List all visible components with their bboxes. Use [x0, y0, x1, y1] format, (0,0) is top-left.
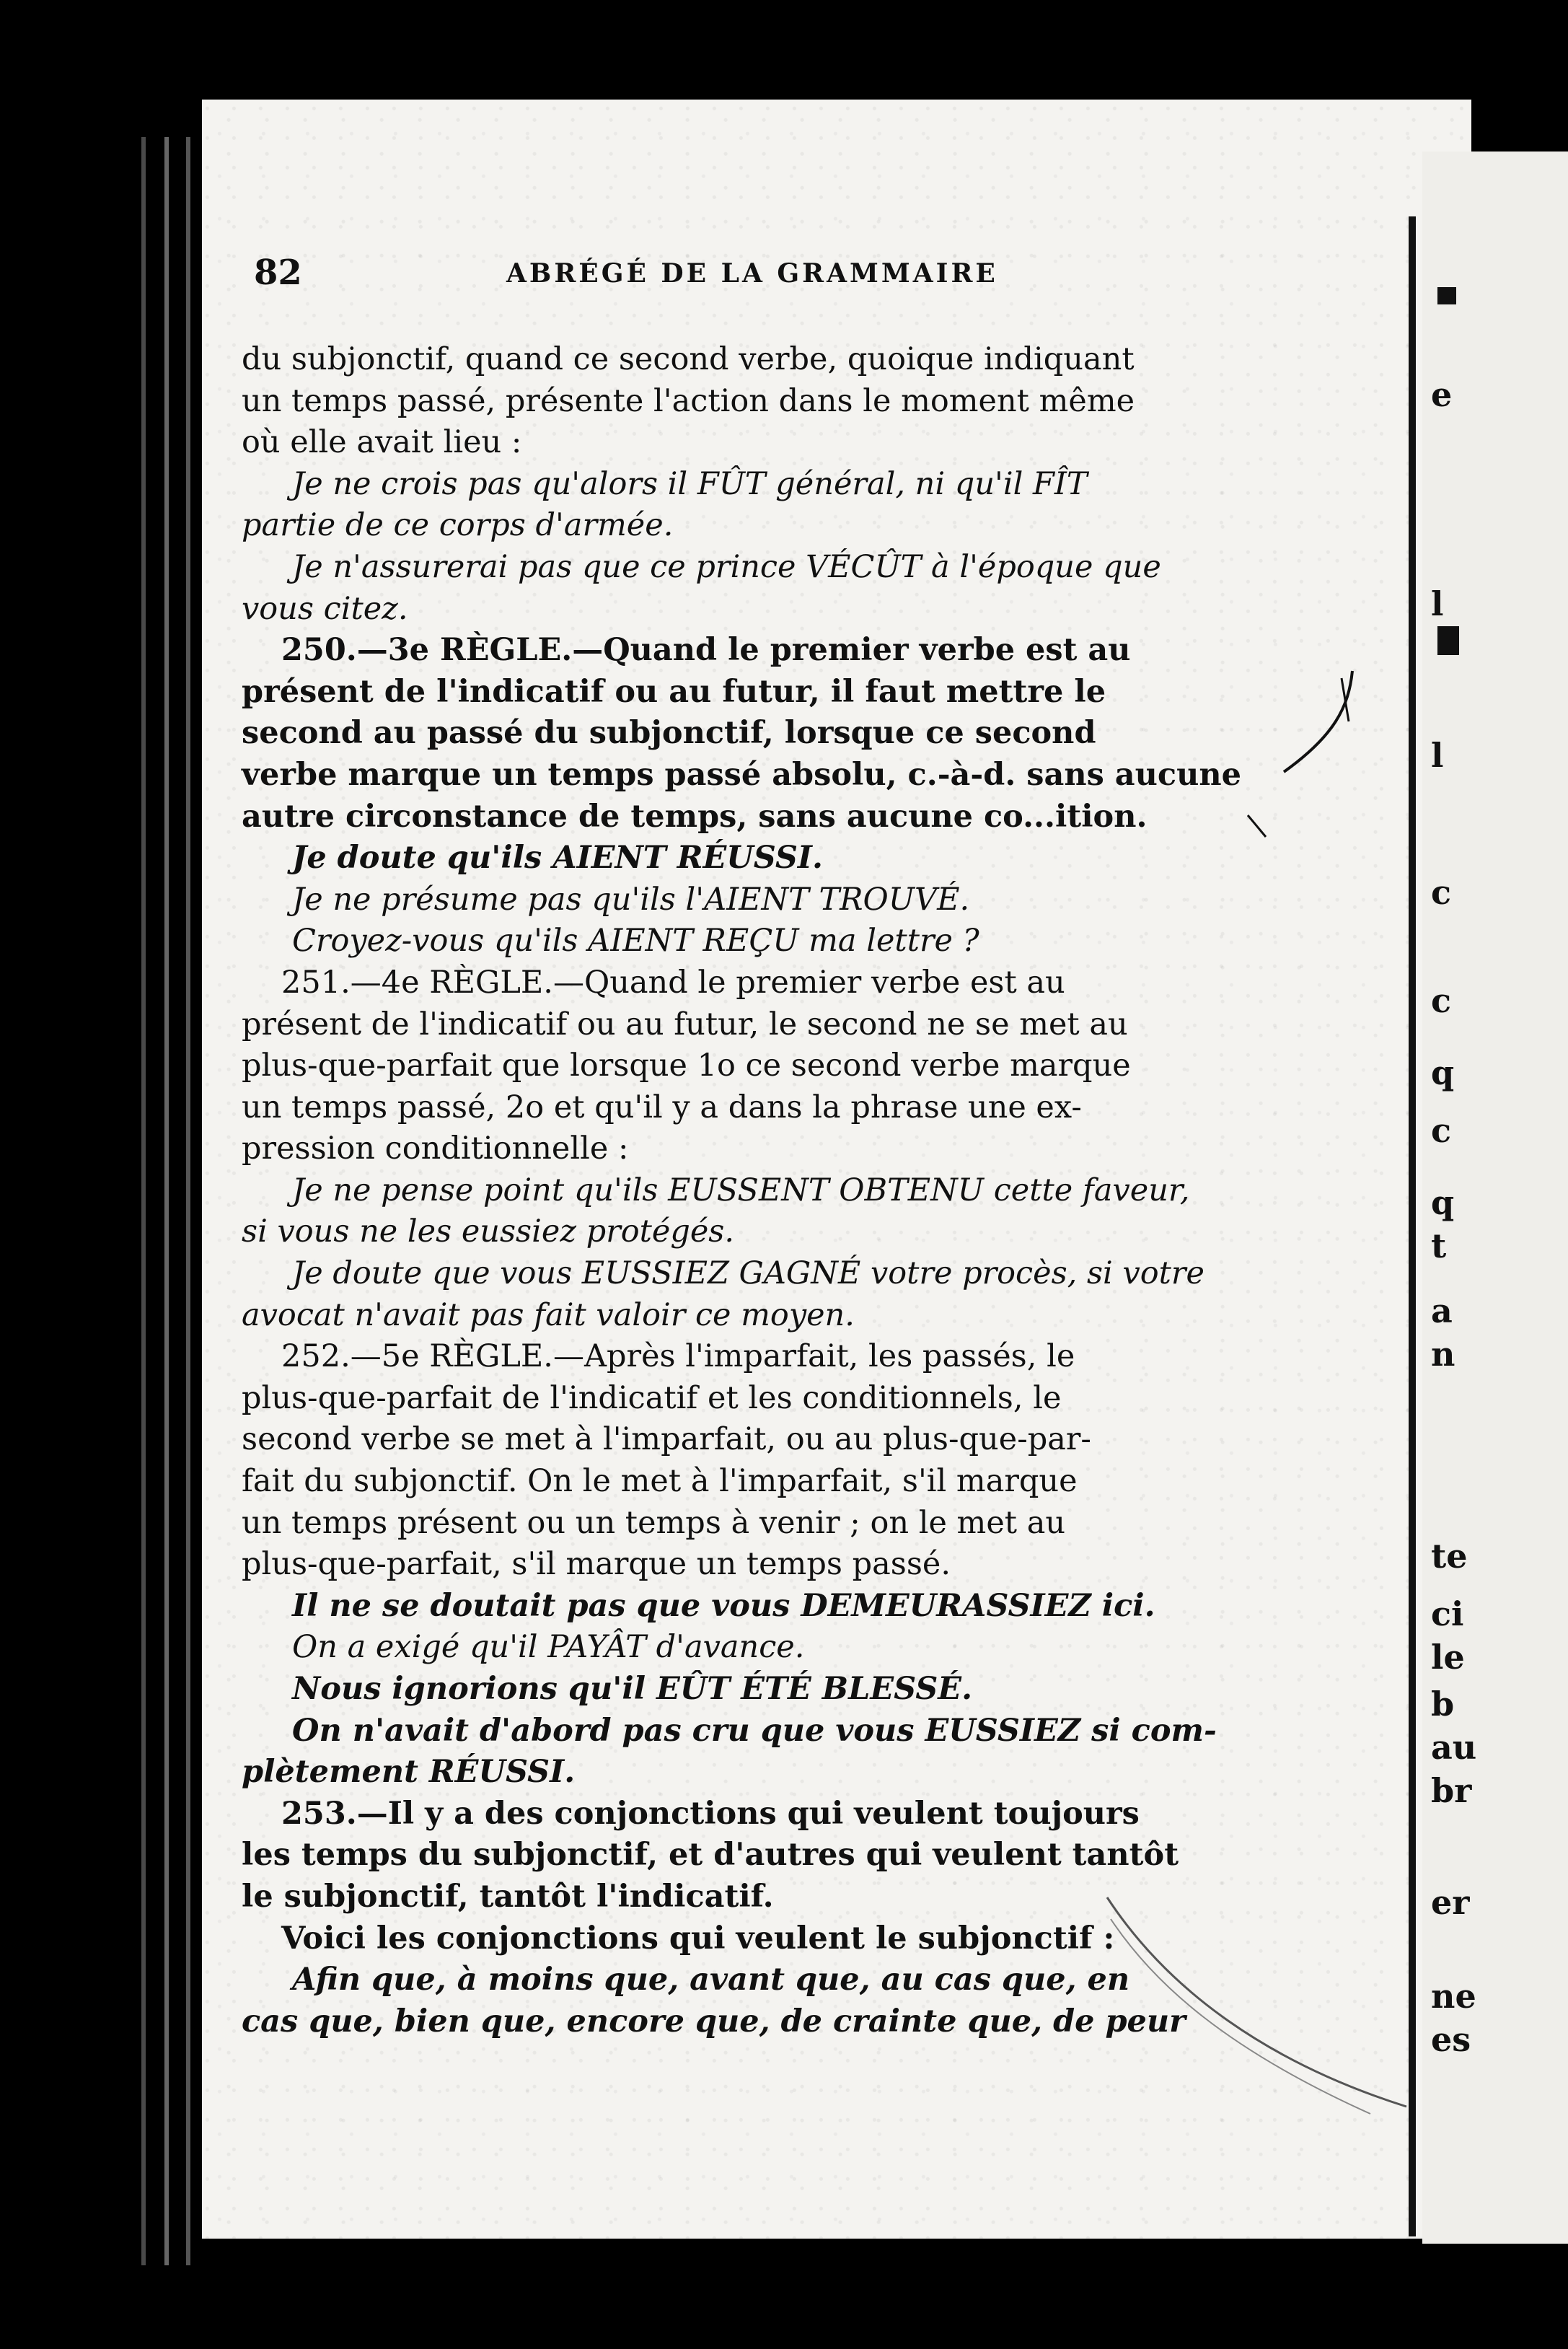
adjacent-page-fragment: q [1431, 1053, 1455, 1092]
adjacent-page-fragment: ne [1431, 1977, 1476, 2016]
adjacent-page-fragment: a [1431, 1291, 1453, 1330]
text-line: plus-que-parfait que lorsque 1o ce second verbe marque [242, 1048, 1131, 1084]
adjacent-page-fragment: n [1431, 1335, 1455, 1374]
example-line: avocat n'avait pas fait valoir ce moyen. [242, 1296, 855, 1333]
text-line: un temps passé, 2o et qu'il y a dans la phrase une ex- [242, 1089, 1082, 1125]
adjacent-page-fragment: b [1431, 1685, 1455, 1724]
example-line: Je ne crois pas qu'alors il FÛT général, ni qu'il FÎT [292, 465, 1088, 502]
text-line: où elle avait lieu : [242, 424, 522, 461]
example-line: Je ne présume pas qu'ils l'AIENT TROUVÉ. [292, 881, 970, 918]
rule-heading-line: 252.—5e RÈGLE.—Après l'imparfait, les passés, le [281, 1338, 1075, 1375]
rule-heading-line: 253.—Il y a des conjonctions qui veulent toujours [281, 1795, 1140, 1832]
example-line: partie de ce corps d'armée. [242, 507, 674, 544]
adjacent-page-fragment: l [1431, 736, 1444, 775]
gutter-edge [164, 137, 169, 2265]
adjacent-page-fragment: q [1431, 1183, 1455, 1222]
adjacent-page-fragment: l [1431, 584, 1444, 623]
page-header [254, 253, 1300, 296]
adjacent-page-fragment: te [1431, 1537, 1468, 1576]
running-title: ABRÉGÉ DE LA GRAMMAIRE [506, 258, 998, 289]
text-line: plus-que-parfait, s'il marque un temps passé. [242, 1546, 951, 1583]
adjacent-page-fragment: t [1431, 1226, 1447, 1265]
adjacent-page-fragment: au [1431, 1728, 1477, 1767]
text-line: les temps du subjonctif, et d'autres qui veulent tantôt [242, 1837, 1179, 1874]
page-separator [1409, 216, 1416, 2236]
text-line: second verbe se met à l'imparfait, ou au plus-que-par- [242, 1421, 1091, 1458]
adjacent-page-fragment: ci [1431, 1594, 1464, 1633]
page-number: 82 [254, 253, 302, 293]
adjacent-page-fragment: c [1431, 873, 1452, 912]
gutter-edge [141, 137, 146, 2265]
page-body-text [242, 339, 1241, 2042]
adjacent-page-fragment: le [1431, 1638, 1465, 1677]
text-line: second au passé du subjonctif, lorsque ce second [242, 715, 1096, 752]
adjacent-page-fragment: c [1431, 1111, 1452, 1150]
text-line: verbe marque un temps passé absolu, c.-à-d. sans aucune [242, 756, 1241, 793]
example-line: On n'avait d'abord pas cru que vous EUSSIEZ si com- [292, 1712, 1217, 1749]
rule-heading-line: 250.—3e RÈGLE.—Quand le premier verbe est au [281, 632, 1131, 669]
adjacent-page-fragment: es [1431, 2020, 1471, 2059]
example-line: Croyez-vous qu'ils AIENT REÇU ma lettre ? [292, 923, 979, 960]
example-line: si vous ne les eussiez protégés. [242, 1213, 735, 1250]
text-line: présent de l'indicatif ou au futur, il faut mettre le [242, 673, 1106, 710]
example-line: vous citez. [242, 590, 408, 627]
text-line: présent de l'indicatif ou au futur, le second ne se met au [242, 1006, 1128, 1042]
adjacent-page-fragment: er [1431, 1883, 1470, 1922]
example-line: Je n'assurerai pas que ce prince VÉCÛT à l'époque que [292, 548, 1161, 585]
text-line: fait du subjonctif. On le met à l'imparfait, s'il marque [242, 1463, 1078, 1500]
example-line: Nous ignorions qu'il EÛT ÉTÉ BLESSÉ. [292, 1671, 973, 1707]
text-line: autre circonstance de temps, sans aucune co...ition. [242, 798, 1148, 835]
text-line: Voici les conjonctions qui veulent le subjonctif : [281, 1920, 1115, 1957]
example-line: Je doute que vous EUSSIEZ GAGNÉ votre procès, si votre [292, 1255, 1204, 1292]
example-line: plètement RÉUSSI. [242, 1754, 576, 1791]
adjacent-page-fragment: e [1431, 375, 1453, 414]
text-line: pression conditionnelle : [242, 1130, 629, 1167]
example-line: Afin que, à moins que, avant que, au cas que, en [292, 1962, 1130, 1998]
example-line: Il ne se doutait pas que vous DEMEURASSIEZ ici. [292, 1587, 1155, 1624]
example-line: Je ne pense point qu'ils EUSSENT OBTENU cette faveur, [292, 1172, 1190, 1208]
example-line: cas que, bien que, encore que, de crainte que, de peur [242, 2003, 1186, 2040]
adjacent-page-fragment: br [1431, 1771, 1472, 1810]
text-line: du subjonctif, quand ce second verbe, quoique indiquant [242, 341, 1135, 377]
text-line: un temps présent ou un temps à venir ; on le met au [242, 1504, 1066, 1541]
example-line: On a exigé qu'il PAYÂT d'avance. [292, 1629, 805, 1666]
adjacent-page-fragment: c [1431, 981, 1452, 1020]
text-line: le subjonctif, tantôt l'indicatif. [242, 1878, 774, 1915]
example-line: Je doute qu'ils AIENT RÉUSSI. [292, 840, 823, 877]
rule-heading-line: 251.—4e RÈGLE.—Quand le premier verbe est au [281, 964, 1065, 1001]
adjacent-page-edge [1422, 152, 1568, 2244]
text-line: un temps passé, présente l'action dans le moment même [242, 382, 1135, 419]
text-line: plus-que-parfait de l'indicatif et les conditionnels, le [242, 1379, 1062, 1416]
gutter-edge [186, 137, 190, 2265]
